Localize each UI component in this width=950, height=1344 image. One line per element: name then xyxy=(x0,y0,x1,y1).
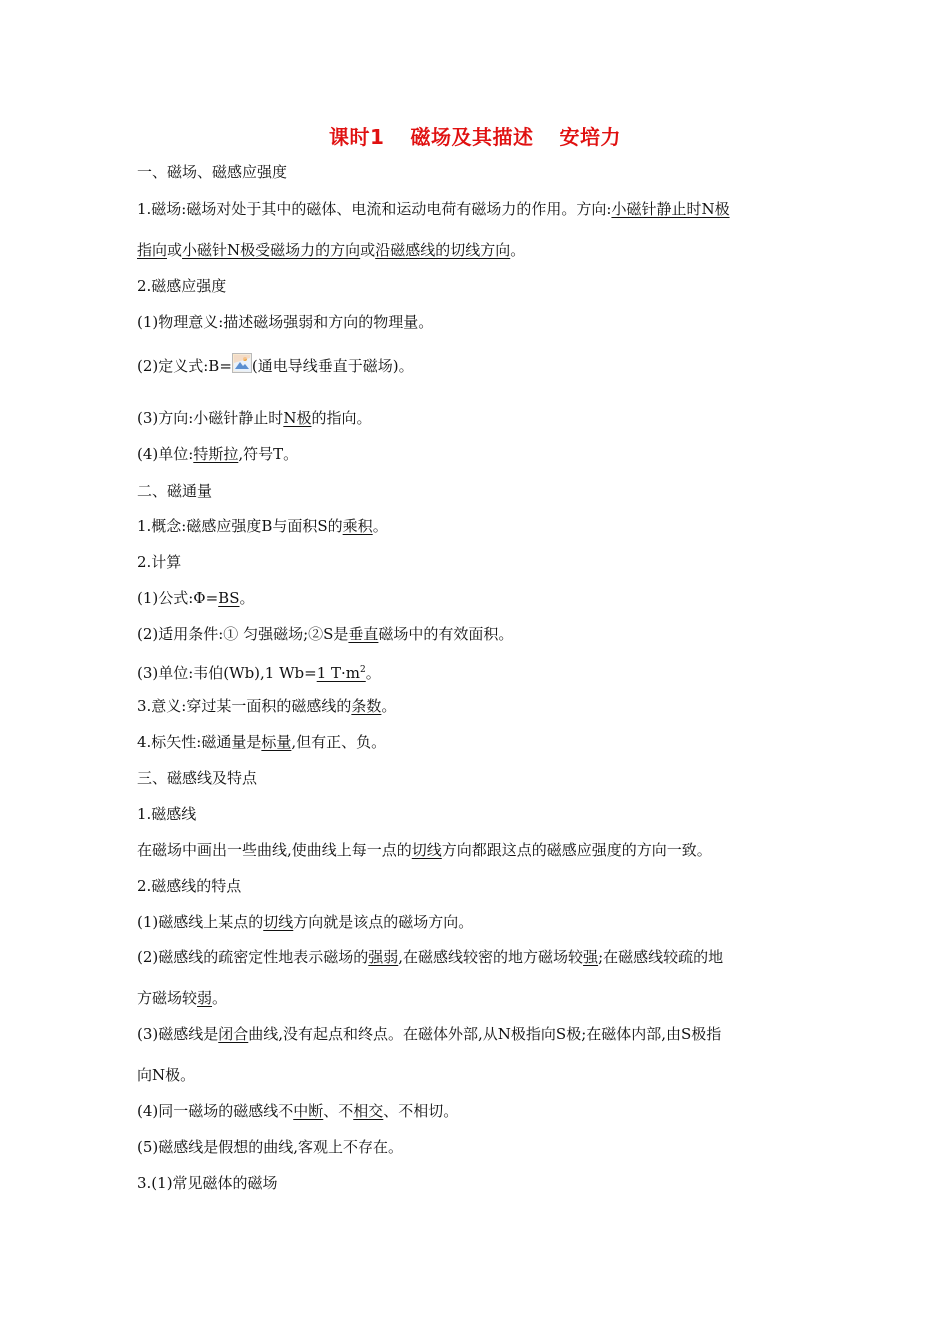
paragraph-field-lines: 在磁场中画出一些曲线,使曲线上每一点的切线方向都跟这点的磁感应强度的方向一致。 xyxy=(137,841,712,859)
answer-blank: 小磁针N极受磁场力的方向 xyxy=(182,241,361,259)
subheading-features: 2.磁感线的特点 xyxy=(137,877,242,895)
answer-blank: 条数 xyxy=(351,697,382,715)
answer-blank: 乘积 xyxy=(342,517,373,535)
item-feature-1: (1)磁感线上某点的切线方向就是该点的磁场方向。 xyxy=(137,913,474,931)
answer-blank: 切线 xyxy=(411,841,442,859)
lesson-title xyxy=(137,121,813,150)
item-feature-2-line1: (2)磁感线的疏密定性地表示磁场的强弱,在磁感线较密的地方磁场较强;在磁感线较疏的地 xyxy=(137,948,724,966)
answer-blank: 1 $T\cdot m^2$ xyxy=(316,664,366,682)
answer-blank: 强 xyxy=(583,948,599,966)
item-unit: (4)单位:特斯拉,符号T。 xyxy=(137,445,299,463)
answer-blank: 标量 xyxy=(261,733,292,751)
answer-blank: 沿磁感线的切线方向 xyxy=(375,241,511,259)
paragraph-magnetic-field-line1: 1.磁场:磁场对处于其中的磁体、电流和运动电荷有磁场力的作用。方向:小磁针静止时N极 xyxy=(137,200,730,218)
answer-blank: 指向 xyxy=(137,241,168,259)
answer-blank: 相交 xyxy=(353,1102,384,1120)
item-flux-concept: 1.概念:磁感应强度B与面积S的乘积。 xyxy=(137,517,388,535)
item-direction: (3)方向:小磁针静止时N极的指向。 xyxy=(137,409,372,427)
broken-image-icon xyxy=(232,353,252,373)
answer-blank: 切线 xyxy=(263,913,294,931)
item-conditions: (2)适用条件:① 匀强磁场;②S是垂直磁场中的有效面积。 xyxy=(137,625,514,643)
subheading-calculation: 2.计算 xyxy=(137,553,182,571)
item-feature-4: (4)同一磁场的磁感线不中断、不相交、不相切。 xyxy=(137,1102,459,1120)
item-definition: (2)定义式:B= (通电导线垂直于磁场)。 xyxy=(137,353,414,376)
item-formula: (1)公式:Φ=BS。 xyxy=(137,589,255,607)
section-heading-2: 二、磁通量 xyxy=(137,482,213,500)
answer-blank: BS xyxy=(218,589,240,607)
subheading-common-magnets: 3.(1)常见磁体的磁场 xyxy=(137,1174,278,1192)
answer-blank: 强弱 xyxy=(368,948,399,966)
answer-blank: 垂直 xyxy=(348,625,379,643)
title-lesson-number: 课时1 xyxy=(329,125,385,149)
section-heading-3: 三、磁感线及特点 xyxy=(137,769,258,787)
item-feature-2-line2: 方磁场较弱。 xyxy=(137,989,228,1007)
item-physical-meaning: (1)物理意义:描述磁场强弱和方向的物理量。 xyxy=(137,313,434,331)
item-scalar: 4.标矢性:磁通量是标量,但有正、负。 xyxy=(137,733,387,751)
paragraph-magnetic-field-line2: 指向或小磁针N极受磁场力的方向或沿磁感线的切线方向。 xyxy=(137,241,526,259)
item-feature-5: (5)磁感线是假想的曲线,客观上不存在。 xyxy=(137,1138,404,1156)
answer-blank: 闭合 xyxy=(218,1025,249,1043)
item-flux-meaning: 3.意义:穿过某一面积的磁感线的条数。 xyxy=(137,697,397,715)
subheading-field-lines: 1.磁感线 xyxy=(137,805,197,823)
answer-blank: 特斯拉 xyxy=(193,445,239,463)
answer-blank: N极 xyxy=(283,409,312,427)
subheading-field-strength: 2.磁感应强度 xyxy=(137,277,227,295)
item-feature-3-line1: (3)磁感线是闭合曲线,没有起点和终点。在磁体外部,从N极指向S极;在磁体内部,由S极指 xyxy=(137,1025,722,1043)
answer-blank: 弱 xyxy=(197,989,213,1007)
item-flux-unit: (3)单位:韦伯(Wb),1 Wb=1 $T\cdot m^2$。 xyxy=(137,664,381,682)
title-topic: 磁场及其描述 xyxy=(410,125,534,149)
title-subtopic: 安培力 xyxy=(559,125,621,149)
item-feature-3-line2: 向N极。 xyxy=(137,1066,196,1084)
answer-blank: 中断 xyxy=(293,1102,324,1120)
answer-blank: 小磁针静止时N极 xyxy=(611,200,730,218)
section-heading-1: 一、磁场、磁感应强度 xyxy=(137,163,288,181)
